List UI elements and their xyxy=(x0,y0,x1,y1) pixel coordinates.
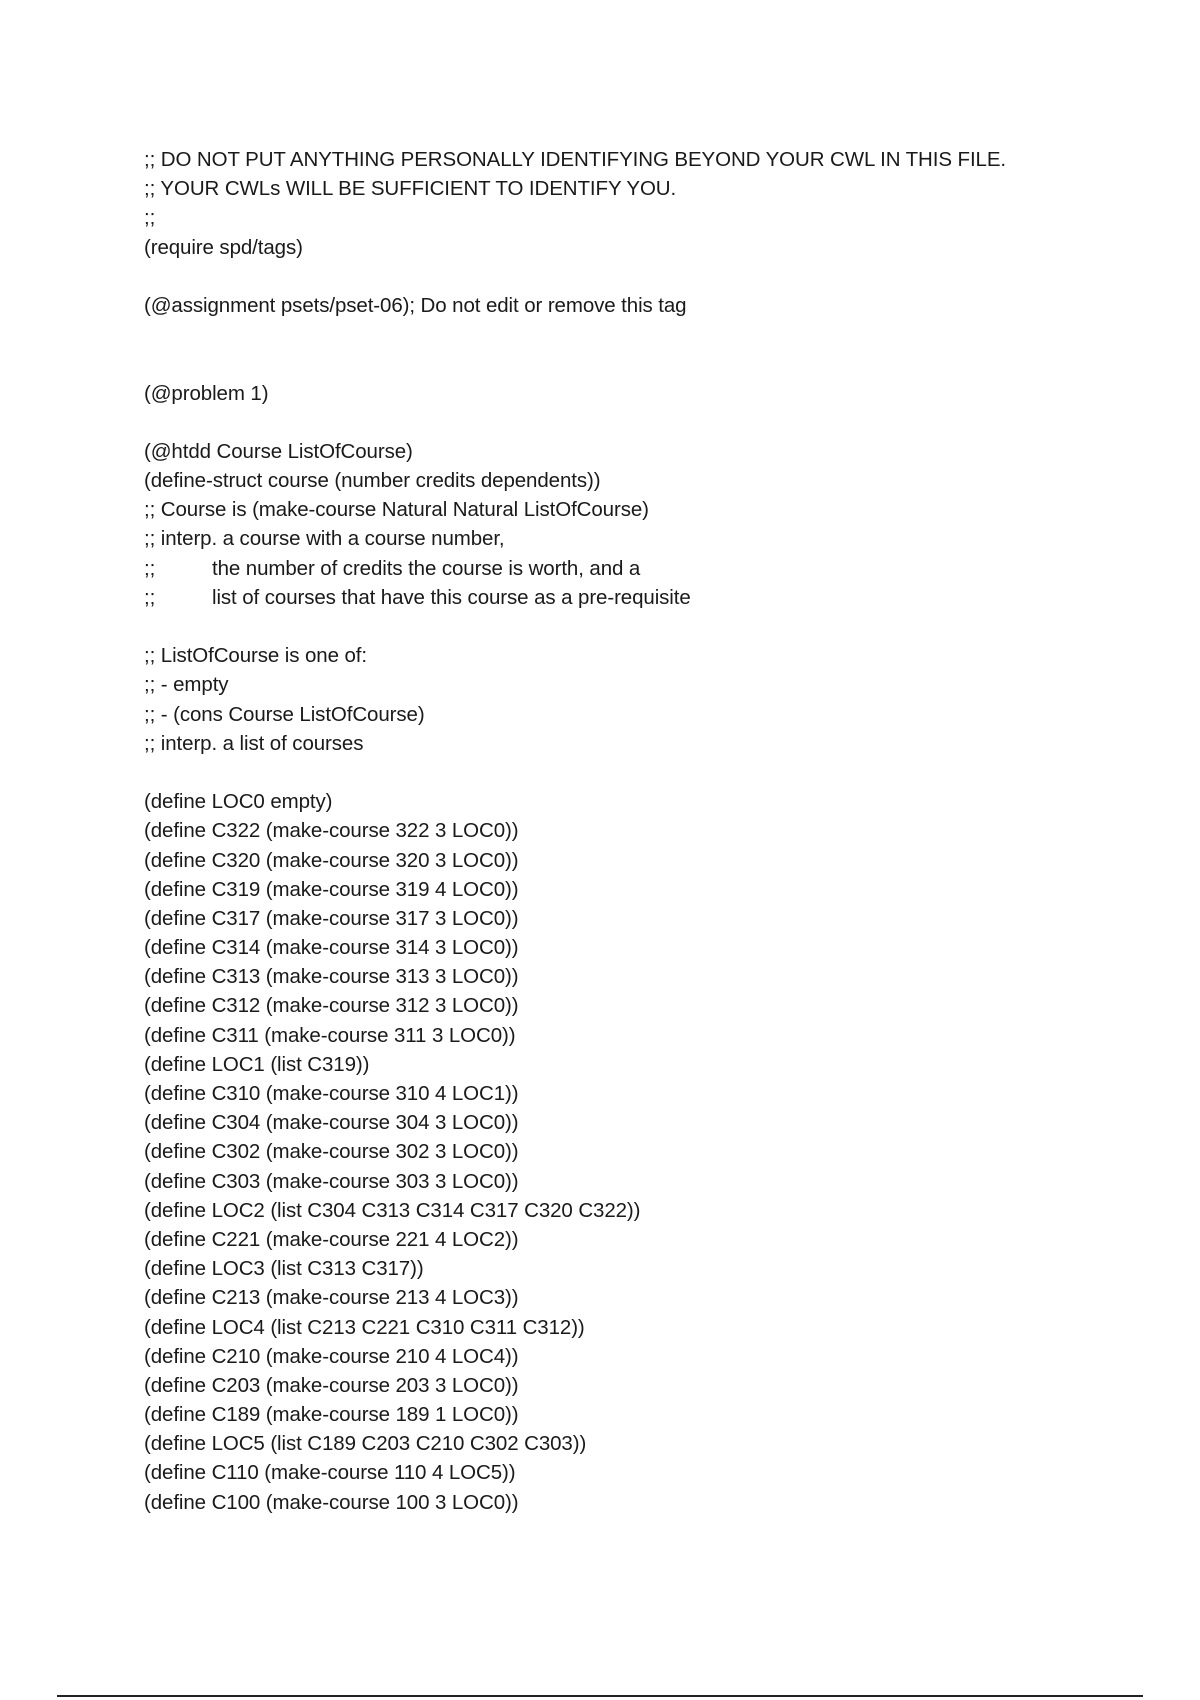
blank-line xyxy=(144,758,1044,787)
definition-line: (define LOC4 (list C213 C221 C310 C311 C312)) xyxy=(144,1315,585,1339)
header-comment-line-3: ;; xyxy=(144,206,156,230)
definition-line: (define LOC5 (list C189 C203 C210 C302 C303)) xyxy=(144,1432,587,1456)
definition-line: (define C319 (make-course 319 4 LOC0)) xyxy=(144,877,519,901)
definition-line: (define C100 (make-course 100 3 LOC0)) xyxy=(144,1490,519,1514)
definition-line: (define LOC1 (list C319)) xyxy=(144,1052,370,1076)
definition-line: (define C311 (make-course 311 3 LOC0)) xyxy=(144,1023,516,1047)
definition-line: (define C320 (make-course 320 3 LOC0)) xyxy=(144,848,519,872)
define-struct-line: (define-struct course (number credits dependents)) xyxy=(144,469,601,493)
definition-line: (define C110 (make-course 110 4 LOC5)) xyxy=(144,1461,516,1485)
header-comment-line-1: ;; DO NOT PUT ANYTHING PERSONALLY IDENTIFYING BEYOND YOUR CWL IN THIS FILE. xyxy=(144,148,1007,171)
comment-prefix: ;; xyxy=(144,556,156,580)
blank-line xyxy=(144,262,1044,291)
definition-line: (define C302 (make-course 302 3 LOC0)) xyxy=(144,1140,519,1164)
list-of-course-comment-2: ;; - empty xyxy=(144,673,229,697)
definition-line: (define C303 (make-course 303 3 LOC0)) xyxy=(144,1169,519,1193)
assignment-tag-line: (@assignment psets/pset-06); Do not edit or remove this tag xyxy=(144,293,687,317)
list-of-course-comment-1: ;; ListOfCourse is one of: xyxy=(144,644,368,668)
document-page xyxy=(144,145,1044,1517)
definition-line: (define LOC2 (list C304 C313 C314 C317 C320 C322)) xyxy=(144,1198,641,1222)
page-bottom-rule xyxy=(57,1695,1143,1697)
definition-line: (define C314 (make-course 314 3 LOC0)) xyxy=(144,936,519,960)
blank-line xyxy=(144,408,1044,437)
definition-line: (define C317 (make-course 317 3 LOC0)) xyxy=(144,906,519,930)
problem-tag-line: (@problem 1) xyxy=(144,381,269,405)
blank-line xyxy=(144,612,1044,641)
definition-line: (define C322 (make-course 322 3 LOC0)) xyxy=(144,819,519,843)
definition-line: (define C312 (make-course 312 3 LOC0)) xyxy=(144,994,519,1018)
course-interp-text-3: list of courses that have this course as a pre-requisite xyxy=(212,585,691,609)
require-line: (require spd/tags) xyxy=(144,235,303,259)
comment-prefix: ;; xyxy=(144,585,156,609)
definition-line: (define C203 (make-course 203 3 LOC0)) xyxy=(144,1373,519,1397)
definition-line: (define C189 (make-course 189 1 LOC0)) xyxy=(144,1403,519,1427)
definition-line: (define C221 (make-course 221 4 LOC2)) xyxy=(144,1227,519,1251)
definition-line: (define C213 (make-course 213 4 LOC3)) xyxy=(144,1286,519,1310)
course-type-comment: ;; Course is (make-course Natural Natural ListOfCourse) xyxy=(144,498,649,522)
definition-line: (define C310 (make-course 310 4 LOC1)) xyxy=(144,1082,519,1106)
course-interp-line-1: ;; interp. a course with a course number, xyxy=(144,527,505,551)
blank-line xyxy=(144,320,1044,378)
definition-line: (define C304 (make-course 304 3 LOC0)) xyxy=(144,1111,519,1135)
definition-line: (define LOC3 (list C313 C317)) xyxy=(144,1257,424,1281)
htdd-tag-line: (@htdd Course ListOfCourse) xyxy=(144,439,413,463)
course-interp-text-2: the number of credits the course is worth, and a xyxy=(212,556,641,580)
course-interp-line-3 xyxy=(144,583,1044,612)
list-of-course-comment-4: ;; interp. a list of courses xyxy=(144,731,364,755)
course-interp-line-2 xyxy=(144,554,1044,583)
header-comment-line-2: ;; YOUR CWLs WILL BE SUFFICIENT TO IDENTIFY YOU. xyxy=(144,177,677,201)
list-of-course-comment-3: ;; - (cons Course ListOfCourse) xyxy=(144,702,425,726)
definition-line: (define C313 (make-course 313 3 LOC0)) xyxy=(144,965,519,989)
definition-line: (define LOC0 empty) xyxy=(144,790,333,814)
definitions-block xyxy=(144,787,1044,1517)
definition-line: (define C210 (make-course 210 4 LOC4)) xyxy=(144,1344,519,1368)
